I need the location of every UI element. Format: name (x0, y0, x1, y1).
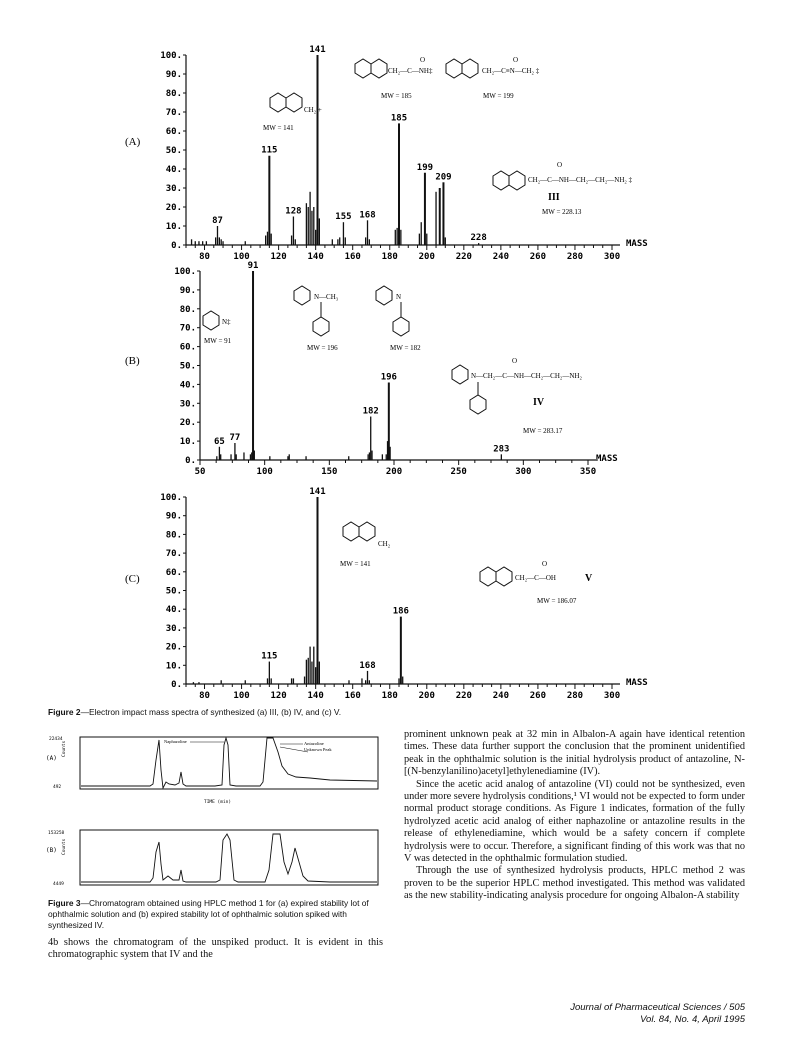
legend-naphazoline: Naphazoline (164, 739, 187, 744)
panel-label-a: (A) (125, 136, 141, 148)
svg-text:O: O (557, 161, 563, 169)
svg-text:O: O (542, 560, 548, 568)
x-tick-label: 180 (381, 252, 398, 262)
y-tick-label: 70. (179, 323, 196, 334)
right-paragraph-2: Since the acetic acid analog of antazoline (VI) could not be synthesized, even under more severe hydrolysis conditions,¹ VI would not be expected to form under normal product storage conditions. As Figure 1 indicates, formation of the fully hydrolyzed acetic acid analog of either naphazoline or antazoline results in the release of ethylenediamine, which would be a safety concern if complete hydrolysis were to occur. Therefore, a significant finding of this work was that no V was detected in the ophthalmic formulation studied. (404, 778, 745, 865)
x-tick-label: 80 (199, 252, 210, 262)
chromatogram-label-a: (A) (46, 755, 57, 762)
y-tick-label: 70. (165, 549, 182, 560)
peak-label: 199 (416, 162, 434, 173)
peak-label: 141 (309, 487, 326, 497)
peak-label: 115 (261, 651, 278, 662)
peak-labels-a (212, 45, 487, 243)
peak-label: 141 (309, 45, 326, 55)
structure-a3-mw: MW = 199 (483, 92, 514, 100)
chromatogram-label-b: (B) (46, 847, 57, 854)
x-axis-a (186, 245, 620, 262)
y-tick-label: 40. (165, 605, 182, 616)
x-tick-label: 180 (381, 691, 398, 701)
peak-label: 168 (359, 660, 376, 671)
journal-issue: Vol. 84, No. 4, April 1995 (640, 1014, 745, 1025)
structure-v-formula: CH₂—C—OH (515, 574, 556, 582)
y-tick-label: 20. (179, 418, 196, 429)
x-tick-label: 200 (418, 691, 435, 701)
peak-label: 186 (392, 606, 409, 617)
x-tick-label: 280 (566, 691, 584, 701)
peak-label: 182 (362, 406, 379, 417)
figure-3-caption-label: Figure 3 (48, 898, 81, 908)
x-tick-label: 260 (529, 252, 547, 262)
figure-2-caption (48, 707, 408, 718)
structure-v-mw: MW = 186.07 (537, 597, 577, 605)
svg-text:4449: 4449 (53, 882, 64, 887)
structure-c1-mw: MW = 141 (340, 560, 371, 568)
left-paragraph: 4b shows the chromatogram of the unspiked product. It is evident in this chromatographic system that IV and the (48, 937, 383, 961)
structure-c1-formula: CH₂ (378, 540, 391, 548)
y-tick-label: 30. (165, 623, 182, 634)
structure-iv-mw: MW = 283.17 (523, 427, 563, 435)
panel-label-c: (C) (125, 573, 140, 585)
svg-text:492: 492 (53, 785, 62, 790)
x-tick-label: 240 (492, 252, 510, 262)
structure-a1-formula: CH₂ + (304, 106, 322, 114)
structure-a1-mw: MW = 141 (263, 124, 294, 132)
structure-a2-formula: CH₂—C—NH‡ (388, 67, 433, 75)
compound-iii-label: III (548, 192, 560, 203)
x-tick-label: 220 (455, 252, 472, 262)
y-axis-a (160, 51, 186, 251)
chromatogram-trace-a (81, 738, 377, 788)
structure-compound-iii (493, 161, 633, 216)
y-tick-label: 80. (165, 530, 182, 541)
y-tick-label: 60. (165, 127, 182, 137)
journal-footer (440, 1002, 745, 1026)
y-tick-label: 0. (171, 241, 182, 251)
y-tick-label: 40. (165, 165, 182, 175)
left-column-text (48, 937, 383, 962)
mass-axis-label-b: MASS (596, 454, 618, 464)
peak-label: 65 (213, 436, 225, 447)
svg-text:Counts: Counts (62, 838, 67, 855)
spectrum-panel-c (125, 487, 648, 701)
structure-methylnaphthalene-cation-a (263, 93, 322, 132)
x-tick-label: 240 (492, 691, 510, 701)
y-axis-c (160, 493, 186, 690)
peak-label: 115 (261, 145, 278, 156)
x-tick-label: 50 (194, 467, 206, 477)
y-tick-label: 40. (179, 380, 196, 391)
x-axis-c (186, 684, 620, 701)
x-tick-label: 220 (455, 691, 472, 701)
structure-compound-iv (452, 357, 582, 435)
peak-label: 168 (359, 210, 376, 221)
right-column-text (404, 729, 745, 903)
x-tick-label: 160 (344, 252, 361, 262)
x-tick-label: 140 (307, 252, 324, 262)
figure-2-caption-text: —Electron impact mass spectra of synthesized (a) III, (b) IV, and (c) V. (80, 707, 342, 717)
peak-label: 228 (470, 233, 487, 244)
chromatogram-x-title: TIME (min) (204, 800, 232, 805)
right-paragraph-3: Through the use of synthesized hydrolysis products, HPLC method 2 was proven to be the superior HPLC method investigated. This method was validated as the new stability-indicating analysis procedure for ongoing Albalon-A stability (404, 865, 745, 902)
mass-axis-label-a: MASS (626, 239, 648, 249)
y-tick-label: 30. (165, 184, 182, 194)
svg-text:153258: 153258 (48, 831, 65, 836)
journal-name: Journal of Pharmaceutical Sciences / 505 (570, 1002, 745, 1013)
peak-label: 87 (212, 216, 223, 226)
y-tick-label: 50. (165, 146, 182, 156)
y-tick-label: 20. (165, 203, 182, 213)
structure-b3-formula: N (396, 293, 402, 301)
structure-b2-mw: MW = 196 (307, 344, 338, 352)
svg-text:O: O (513, 56, 519, 64)
y-tick-label: 90. (165, 511, 182, 522)
svg-text:Counts: Counts (62, 740, 67, 757)
structure-compound-v (480, 560, 593, 605)
x-tick-label: 100 (233, 252, 250, 262)
compound-v-label: V (585, 573, 593, 584)
peak-labels-b (214, 261, 510, 454)
chromatogram-panel-b (46, 830, 378, 887)
structure-b2-formula: N—CH₃ (314, 293, 339, 301)
x-tick-label: 140 (307, 691, 324, 701)
chromatogram-trace-b (81, 834, 377, 882)
x-tick-label: 300 (603, 691, 621, 701)
peak-label: 155 (335, 212, 352, 223)
figure-3-caption-text: —Chromatogram obtained using HPLC method 1 for (a) expired stability lot of ophthalmic solution and (b) expired stability lot of ophthalmic solution spiked with synthesized IV. (48, 898, 369, 930)
structure-benzylaniline-b (376, 286, 421, 352)
y-tick-label: 10. (165, 661, 182, 672)
x-tick-label: 280 (566, 252, 584, 262)
peak-labels-c (261, 487, 409, 671)
x-tick-label: 120 (270, 252, 287, 262)
structure-a3-formula: CH₂—C≡N—CH₂ ‡ (482, 67, 540, 75)
x-tick-label: 300 (603, 252, 621, 262)
right-paragraph-1: prominent unknown peak at 32 min in Albalon-A again have identical retention times. These data further support the conclusion that the prominent unidentified peak in the ophthalmic solution is the initial hydrolysis product of antazoline, N-[(N-benzylanilino)acetyl]ethylenediamine (IV). (404, 729, 745, 778)
x-tick-label: 120 (270, 691, 287, 701)
structure-methylnaphthalene-cation-c (340, 522, 391, 568)
compound-iv-label: IV (533, 397, 545, 408)
x-axis-b (195, 460, 597, 477)
y-tick-label: 80. (165, 89, 182, 99)
x-tick-label: 150 (321, 467, 338, 477)
structure-phenylnitrenium-b (203, 311, 232, 345)
y-tick-label: 80. (179, 304, 196, 315)
chromatogram-figure (40, 730, 385, 895)
y-tick-label: 90. (179, 285, 196, 296)
y-tick-label: 50. (179, 361, 196, 372)
y-tick-label: 20. (165, 642, 182, 653)
structure-iii-mw: MW = 228.13 (542, 208, 582, 216)
x-tick-label: 80 (199, 691, 210, 701)
structure-nitrile-ylide-cation-a (446, 56, 540, 100)
svg-text:O: O (512, 357, 518, 365)
structure-iv-formula: N—CH₂—C—NH—CH₂—CH₂—NH₂ (471, 372, 582, 380)
structure-iii-formula: CH₂—C—NH—CH₂—CH₂—NH₂ ‡ (528, 176, 633, 184)
peak-label: 209 (435, 172, 452, 183)
structure-a2-mw: MW = 185 (381, 92, 412, 100)
x-tick-label: 200 (418, 252, 435, 262)
svg-text:O: O (420, 56, 426, 64)
y-tick-label: 0. (185, 456, 196, 466)
x-tick-label: 260 (529, 691, 547, 701)
x-tick-label: 350 (579, 467, 597, 477)
y-tick-label: 60. (179, 342, 196, 353)
y-tick-label: 100. (160, 51, 182, 61)
legend-unknown-peak: Unknown Peak (304, 747, 332, 752)
structure-naphthylacetamide-cation-a (355, 56, 433, 100)
y-tick-label: 60. (165, 567, 182, 578)
spectrum-panel-a (125, 45, 648, 262)
mass-axis-label-c: MASS (626, 678, 648, 688)
y-tick-label: 90. (165, 70, 182, 80)
x-tick-label: 160 (344, 691, 361, 701)
structure-benzyl-methylaniline-b (294, 286, 339, 352)
y-tick-label: 50. (165, 586, 182, 597)
structure-b1-formula: N‡ (222, 318, 231, 326)
x-tick-label: 200 (385, 467, 403, 477)
figure-2-caption-label: Figure 2 (48, 707, 81, 717)
peak-label: 128 (285, 206, 302, 217)
figure-3-caption (48, 898, 383, 931)
panel-label-b: (B) (125, 355, 140, 367)
y-axis-b (174, 267, 200, 466)
x-tick-label: 250 (450, 467, 467, 477)
peak-label: 196 (380, 372, 397, 383)
x-tick-label: 300 (515, 467, 532, 477)
peak-label: 91 (247, 261, 259, 271)
y-tick-label: 100. (174, 267, 196, 277)
y-tick-label: 30. (179, 399, 196, 410)
peak-label: 283 (493, 444, 510, 455)
x-tick-label: 100 (233, 691, 250, 701)
y-tick-label: 10. (179, 437, 196, 448)
peak-label: 185 (390, 113, 408, 124)
peak-label: 77 (229, 432, 241, 443)
spectrum-panel-b (125, 261, 618, 477)
x-tick-label: 100 (256, 467, 273, 477)
svg-text:22434: 22434 (49, 737, 63, 742)
y-tick-label: 70. (165, 108, 182, 118)
y-tick-label: 100. (160, 493, 182, 503)
legend-antazoline: Antazoline (304, 741, 324, 746)
y-tick-label: 0. (171, 680, 182, 690)
y-tick-label: 10. (165, 222, 182, 232)
structure-b3-mw: MW = 182 (390, 344, 421, 352)
chromatogram-panel-a (46, 736, 378, 805)
structure-b1-mw: MW = 91 (204, 337, 232, 345)
